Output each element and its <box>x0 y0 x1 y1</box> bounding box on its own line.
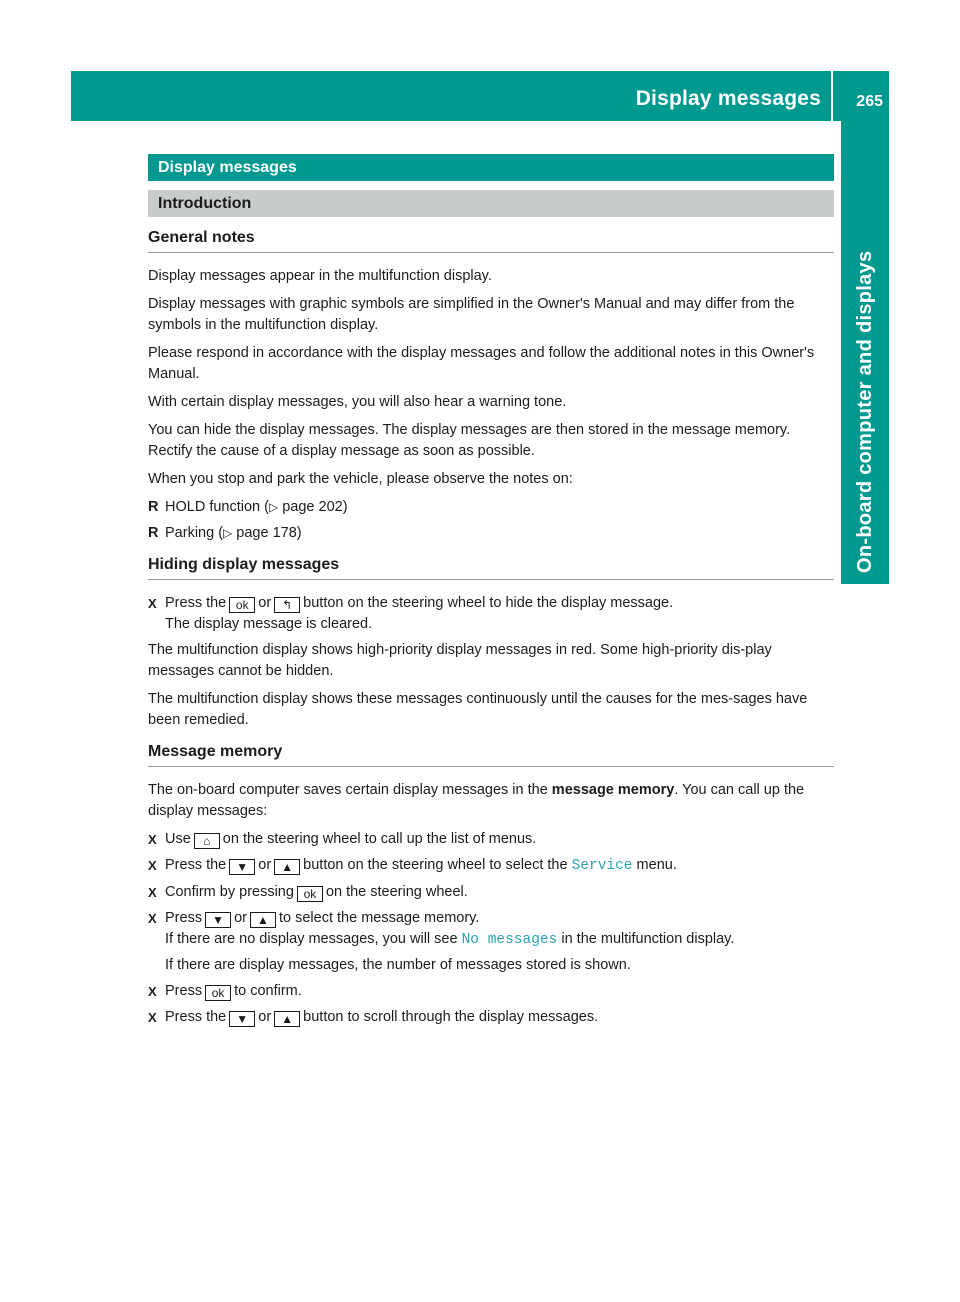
down-button-icon: ▼ <box>229 1011 255 1027</box>
paragraph: Please respond in accordance with the display messages and follow the additional notes in this Owner's Manual. <box>148 345 815 382</box>
ok-button-icon: ok <box>205 985 231 1001</box>
heading-message-memory: Message memory <box>148 743 834 767</box>
up-button-icon: ▲ <box>274 1011 300 1027</box>
page-ref-arrow-icon: ▷ <box>223 526 233 540</box>
heading-hiding-display-messages: Hiding display messages <box>148 556 834 580</box>
paragraph: The multifunction display shows high-priority display messages in red. Some high-priority dis-play messages cannot be hidden. <box>148 642 772 679</box>
paragraph: You can hide the display messages. The display messages are then stored in the message memory. Rectify the cause of a display message as soon as possible. <box>148 422 791 459</box>
bold-term: message memory <box>551 782 675 798</box>
step-marker: X <box>148 911 157 926</box>
section-title: Display messages <box>148 154 834 181</box>
up-button-icon: ▲ <box>250 912 276 928</box>
paragraph: Display messages with graphic symbols are simplified in the Owner's Manual and may differ from the symbols in the multifunction display. <box>148 296 795 333</box>
step-marker: X <box>148 1010 157 1025</box>
step-marker: X <box>148 984 157 999</box>
paragraph: The on-board computer saves certain display messages in the message memory. You can call up the display messages: <box>148 782 805 819</box>
header-divider <box>831 71 833 121</box>
home-button-icon: ⌂ <box>194 833 220 849</box>
instruction-step: X Press the ▼ or ▲ button to scroll through the display messages. <box>148 1009 599 1026</box>
instruction-step: X Press the ok or ↰ button on the steering wheel to hide the display message. The display message is cleared. <box>148 593 834 635</box>
subsection-title: Introduction <box>148 190 834 217</box>
ok-button-icon: ok <box>229 597 255 613</box>
paragraph: Display messages appear in the multifunction display. <box>148 268 492 284</box>
page-ref-arrow-icon: ▷ <box>268 500 279 514</box>
down-button-icon: ▼ <box>205 912 231 928</box>
step-marker: X <box>148 596 157 611</box>
page-content <box>148 154 834 1033</box>
instruction-step: X Press ok to confirm. <box>148 983 302 1000</box>
instruction-step: X Press ▼ or ▲ to select the message memory. If there are no display messages, you will see No messages in the multifunction display. If there are display messages, the number of messages stored is shown. <box>148 908 834 976</box>
bullet-item: R Parking (▷ page 178) <box>148 523 834 544</box>
step-marker: X <box>148 832 157 847</box>
page-reference-link[interactable]: page 202 <box>282 499 343 515</box>
step-result: If there are display messages, the number of messages stored is shown. <box>165 957 631 973</box>
step-marker: X <box>148 885 157 900</box>
down-button-icon: ▼ <box>229 859 255 875</box>
header-title: Display messages <box>635 87 821 110</box>
display-text-no-messages: No messages <box>461 932 558 948</box>
ok-button-icon: ok <box>297 886 323 902</box>
paragraph: When you stop and park the vehicle, please observe the notes on: <box>148 471 573 487</box>
bullet-marker: R <box>148 525 159 541</box>
side-chapter-tab <box>841 121 889 584</box>
page-number: 265 <box>856 93 883 110</box>
step-result: The display message is cleared. <box>165 616 373 632</box>
up-button-icon: ▲ <box>274 859 300 875</box>
step-marker: X <box>148 858 157 873</box>
page-reference-link[interactable]: page 178 <box>236 525 297 541</box>
bullet-item: R HOLD function (▷ page 202) <box>148 497 834 518</box>
instruction-step: X Confirm by pressing ok on the steering wheel. <box>148 884 468 901</box>
side-chapter-label: On-board computer and displays <box>854 250 876 573</box>
step-result: If there are no display messages, you will see No messages in the multifunction display. <box>165 931 735 948</box>
instruction-step: X Use ⌂ on the steering wheel to call up the list of menus. <box>148 831 537 848</box>
heading-general-notes: General notes <box>148 229 834 253</box>
paragraph: With certain display messages, you will also hear a warning tone. <box>148 394 567 410</box>
instruction-step: X Press the ▼ or ▲ button on the steering wheel to select the Service menu. <box>148 857 677 874</box>
back-button-icon: ↰ <box>274 597 300 613</box>
bullet-marker: R <box>148 499 159 515</box>
paragraph: The multifunction display shows these messages continuously until the causes for the mes-sages have been remedied. <box>148 691 808 728</box>
display-text-service: Service <box>571 858 633 874</box>
header-bar <box>71 71 889 121</box>
